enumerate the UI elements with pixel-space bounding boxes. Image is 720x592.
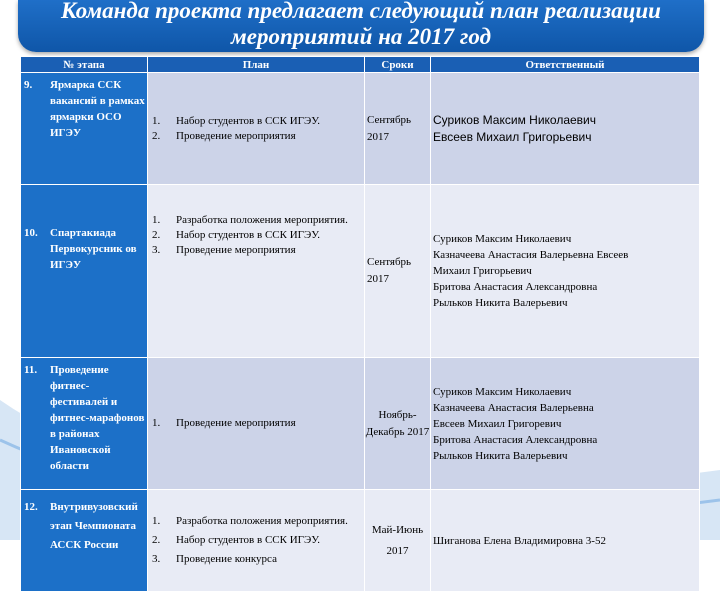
plan-item: 1. Проведение мероприятия	[152, 417, 296, 429]
date-cell: Сентябрь 2017	[365, 185, 431, 358]
table-row	[21, 185, 700, 358]
table-row	[21, 73, 700, 185]
plan-cell	[148, 490, 365, 592]
header-plan: План	[148, 57, 365, 73]
title-line-1: Команда проекта предлагает следующий план реализации	[61, 0, 661, 23]
responsible-cell	[431, 490, 700, 592]
responsible-person: Евсеев Михаил Григорьевич	[433, 129, 592, 144]
responsible-person: Суриков Максим Николаевич	[433, 385, 572, 398]
plan-item: 1. Набор студентов в ССК ИГЭУ.	[152, 114, 321, 127]
stage-cell	[21, 358, 148, 490]
date-cell: Сентябрь 2017	[365, 73, 431, 185]
date-cell: Май-Июнь 2017	[365, 490, 431, 592]
header-stage: № этапа	[21, 57, 148, 73]
responsible-person: Евсеев Михаил Григоревич	[433, 417, 562, 430]
title-line-2: мероприятий на 2017 год	[231, 24, 491, 49]
responsible-person: Бритова Анастасия Александровна	[433, 433, 598, 446]
plan-item: 3. Проведение конкурса	[152, 553, 277, 565]
stage-name: Ярмарка ССК вакансий в рамках ярмарки ОСО ИГЭУ	[50, 79, 145, 139]
stage-number: 9.	[24, 79, 33, 91]
stage-number: 12.	[24, 501, 38, 513]
responsible-person: Суриков Максим Николаевич	[433, 112, 596, 127]
header-dates: Сроки	[365, 57, 431, 73]
stage-name: Спартакиада Первокурсник ов ИГЭУ	[50, 227, 137, 271]
table-row	[21, 490, 700, 592]
responsible-person: Рыльков Никита Валерьевич	[433, 449, 568, 462]
plan-item: 1. Разработка положения мероприятия.	[152, 515, 348, 527]
stage-cell	[21, 73, 148, 185]
stage-name: Проведение фитнес-фестивалей и фитнес-марафонов в районах Ивановской области	[50, 364, 145, 472]
responsible-person: Бритова Анастасия Александровна	[433, 281, 598, 293]
stage-name: Внутривузовский этап Чемпионата АССК России	[50, 501, 138, 551]
table-header-row	[21, 57, 700, 73]
plan-item: 2. Набор студентов в ССК ИГЭУ.	[152, 229, 321, 241]
slide-title	[18, 0, 704, 50]
plan-table	[20, 56, 700, 592]
responsible-cell	[431, 73, 700, 185]
stage-number: 10.	[24, 227, 38, 239]
table-row	[21, 358, 700, 490]
plan-item: 3. Проведение мероприятия	[152, 244, 296, 256]
plan-item: 1. Разработка положения мероприятия.	[152, 214, 348, 226]
plan-item: 2. Набор студентов в ССК ИГЭУ.	[152, 534, 321, 546]
stage-cell	[21, 490, 148, 592]
responsible-person: Казначеева Анастасия Валерьевна	[433, 401, 594, 414]
responsible-person: Рыльков Никита Валерьевич	[433, 297, 568, 309]
plan-cell	[148, 73, 365, 185]
plan-cell	[148, 358, 365, 490]
date-cell: Ноябрь-Декабрь 2017	[365, 358, 431, 490]
responsible-person: Шиганова Елена Владимировна 3-52	[433, 534, 606, 547]
responsible-cell	[431, 358, 700, 490]
responsible-cell	[431, 185, 700, 358]
plan-cell	[148, 185, 365, 358]
responsible-person: Суриков Максим Николаевич	[433, 233, 572, 245]
stage-number: 11.	[24, 364, 38, 376]
stage-cell	[21, 185, 148, 358]
plan-item: 2. Проведение мероприятия	[152, 129, 296, 142]
responsible-person: Казначеева Анастасия Валерьевна Евсеев	[433, 249, 629, 261]
responsible-person: Михаил Григорьевич	[433, 265, 532, 277]
header-responsible: Ответственный	[431, 57, 700, 73]
